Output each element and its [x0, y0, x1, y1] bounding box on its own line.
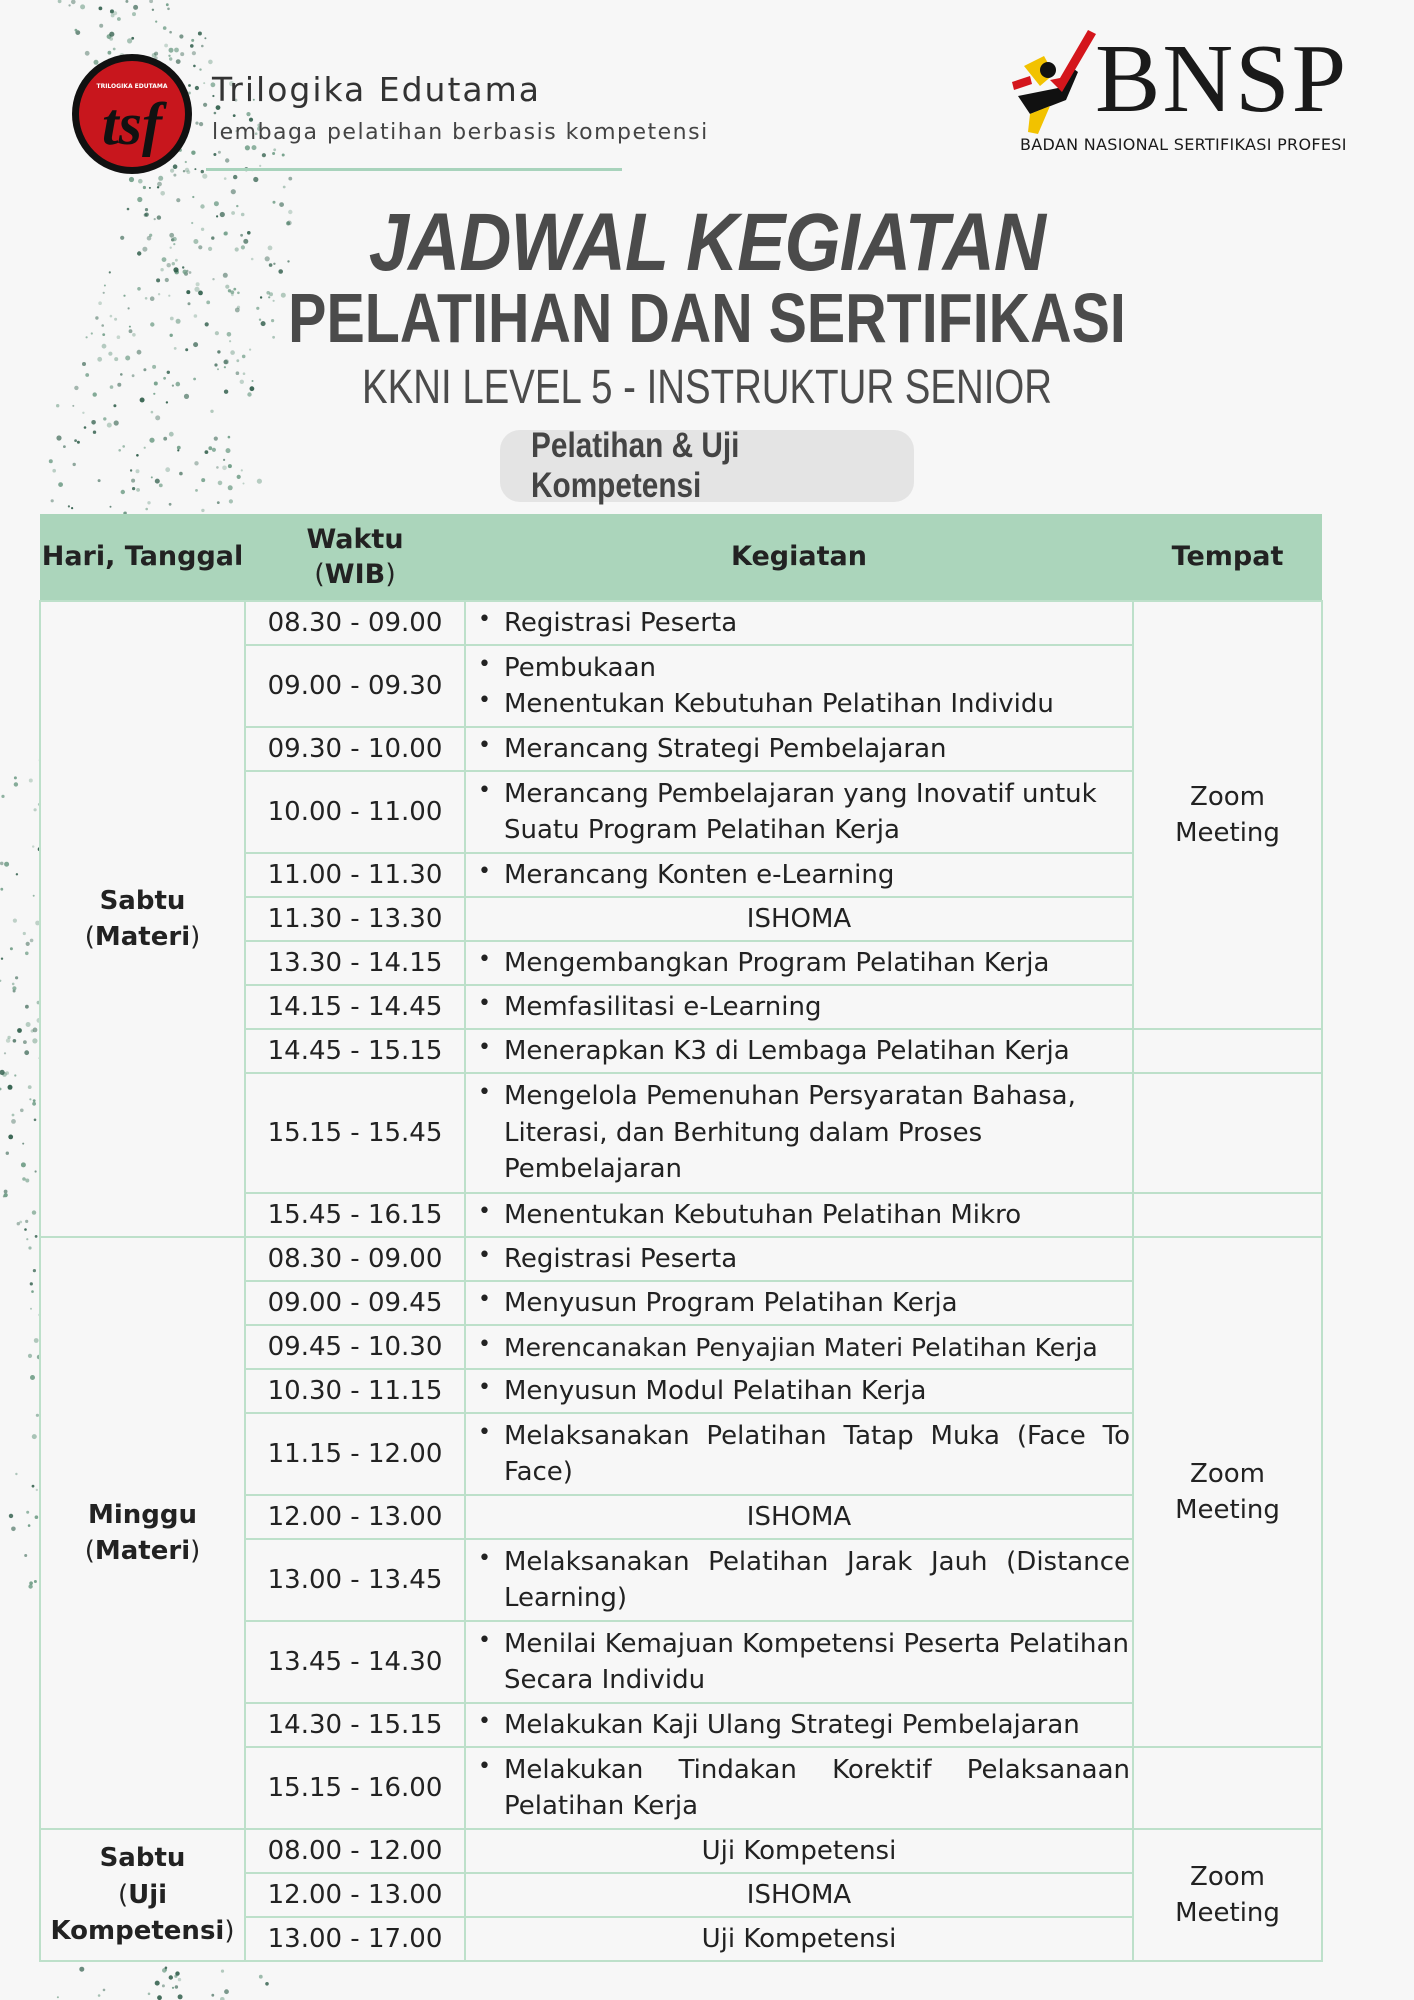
activity-item: • Menentukan Kebutuhan Pelatihan Individu [476, 686, 1130, 722]
activity-item: • Melakukan Tindakan Korektif Pelaksanaan Pelatihan Kerja [476, 1752, 1130, 1825]
time-cell: 14.45 - 15.15 [245, 1029, 465, 1073]
activity-cell [465, 1539, 1133, 1621]
svg-text:TRILOGIKA EDUTAMA: TRILOGIKA EDUTAMA [96, 83, 168, 90]
time-cell: 11.15 - 12.00 [245, 1413, 465, 1495]
org-tagline: lembaga pelatihan berbasis kompetensi [212, 120, 709, 145]
time-cell: 13.45 - 14.30 [245, 1621, 465, 1703]
time-cell: 12.00 - 13.00 [245, 1495, 465, 1539]
exam-cell: Uji Kompetensi [465, 1829, 1133, 1873]
activity-item: • Melaksanakan Pelatihan Jarak Jauh (Distance Learning) [476, 1544, 1130, 1617]
time-cell: 11.00 - 11.30 [245, 853, 465, 897]
trilogika-edutama-logo [70, 52, 194, 176]
activity-cell [465, 601, 1133, 645]
time-cell: 09.00 - 09.30 [245, 645, 465, 727]
day-cell: Sabtu (Materi) [40, 601, 245, 1237]
place-empty-cell [1133, 1073, 1322, 1193]
org-name: Trilogika Edutama [212, 70, 542, 109]
activity-cell [465, 1237, 1133, 1281]
page-title: JADWAL KEGIATAN [368, 197, 1046, 288]
time-cell: 15.15 - 15.45 [245, 1073, 465, 1193]
place-empty-cell [1133, 1029, 1322, 1073]
activity-item: • Memfasilitasi e-Learning [476, 989, 1130, 1025]
svg-text:tsf: tsf [102, 91, 162, 157]
time-cell: 15.45 - 16.15 [245, 1193, 465, 1237]
time-cell: 09.00 - 09.45 [245, 1281, 465, 1325]
header-day: Hari, Tanggal [40, 514, 245, 601]
time-cell: 13.00 - 13.45 [245, 1539, 465, 1621]
activity-item: • Menyusun Modul Pelatihan Kerja [476, 1373, 1130, 1409]
exam-cell: Uji Kompetensi [465, 1917, 1133, 1961]
activity-item: • Melakukan Kaji Ulang Strategi Pembelajaran [476, 1707, 1130, 1743]
place-empty-cell [1133, 1193, 1322, 1237]
activity-item: • Melaksanakan Pelatihan Tatap Muka (Face To Face) [476, 1418, 1130, 1491]
time-cell: 13.30 - 14.15 [245, 941, 465, 985]
header-activity: Kegiatan [465, 514, 1133, 601]
time-cell: 10.00 - 11.00 [245, 771, 465, 853]
time-cell: 09.30 - 10.00 [245, 727, 465, 771]
activity-item: • Mengelola Pemenuhan Persyaratan Bahasa, Literasi, dan Berhitung dalam Proses Pembelajaran [476, 1078, 1130, 1187]
break-cell: ISHOMA [465, 1873, 1133, 1917]
schedule-type-badge: Pelatihan & Uji Kompetensi [500, 430, 914, 502]
place-cell: Zoom Meeting [1133, 1237, 1322, 1747]
time-cell: 13.00 - 17.00 [245, 1917, 465, 1961]
header-place: Tempat [1133, 514, 1322, 601]
page-subtitle: PELATIHAN DAN SERTIFIKASI [288, 279, 1126, 357]
activity-cell [465, 645, 1133, 727]
header-time: Waktu (WIB) [245, 514, 465, 601]
activity-cell [465, 1029, 1133, 1073]
activity-item: • Mengembangkan Program Pelatihan Kerja [476, 945, 1130, 981]
activity-item: • Menyusun Program Pelatihan Kerja [476, 1285, 1130, 1321]
day-cell: Sabtu (Uji Kompetensi) [40, 1829, 245, 1961]
table-header-row [40, 514, 1322, 601]
activity-cell [465, 1073, 1133, 1193]
activity-cell [465, 727, 1133, 771]
place-empty-cell [1133, 1747, 1322, 1829]
time-cell: 12.00 - 13.00 [245, 1873, 465, 1917]
activity-item: • Merencanakan Penyajian Materi Pelatihan Kerja [476, 1330, 1130, 1365]
time-cell: 09.45 - 10.30 [245, 1325, 465, 1369]
activity-item: • Registrasi Peserta [476, 605, 1130, 641]
bnsp-emblem-icon [1010, 26, 1100, 138]
program-level: KKNI LEVEL 5 - INSTRUKTUR SENIOR [362, 361, 1052, 414]
time-cell: 10.30 - 11.15 [245, 1369, 465, 1413]
activity-cell [465, 853, 1133, 897]
activity-cell [465, 985, 1133, 1029]
time-cell: 15.15 - 16.00 [245, 1747, 465, 1829]
bnsp-fullname: BADAN NASIONAL SERTIFIKASI PROFESI [1020, 135, 1347, 154]
table-row [40, 1829, 1322, 1873]
brand-divider [206, 168, 622, 171]
activity-item: • Merancang Konten e-Learning [476, 857, 1130, 893]
table-row [40, 601, 1322, 645]
break-cell: ISHOMA [465, 897, 1133, 941]
time-cell: 14.30 - 15.15 [245, 1703, 465, 1747]
activity-cell [465, 1703, 1133, 1747]
activity-item: • Merancang Strategi Pembelajaran [476, 731, 1130, 767]
activity-cell [465, 1369, 1133, 1413]
activity-item: • Menentukan Kebutuhan Pelatihan Mikro [476, 1197, 1130, 1233]
activity-cell [465, 1621, 1133, 1703]
activity-item: • Menerapkan K3 di Lembaga Pelatihan Kerja [476, 1033, 1130, 1069]
place-cell: Zoom Meeting [1133, 1829, 1322, 1961]
activity-cell [465, 941, 1133, 985]
time-cell: 08.00 - 12.00 [245, 1829, 465, 1873]
activity-item: • Menilai Kemajuan Kompetensi Peserta Pelatihan Secara Individu [476, 1626, 1130, 1699]
activity-cell [465, 1193, 1133, 1237]
time-cell: 11.30 - 13.30 [245, 897, 465, 941]
time-cell: 08.30 - 09.00 [245, 601, 465, 645]
activity-item: • Merancang Pembelajaran yang Inovatif untuk Suatu Program Pelatihan Kerja [476, 776, 1130, 849]
bnsp-wordmark: BNSP [1095, 25, 1349, 133]
time-cell: 14.15 - 14.45 [245, 985, 465, 1029]
activity-item: • Registrasi Peserta [476, 1241, 1130, 1277]
table-row [40, 1237, 1322, 1281]
break-cell: ISHOMA [465, 1495, 1133, 1539]
activity-item: • Pembukaan [476, 650, 1130, 686]
place-cell: Zoom Meeting [1133, 601, 1322, 1029]
schedule-table [39, 514, 1323, 1962]
activity-cell [465, 1281, 1133, 1325]
day-cell: Minggu (Materi) [40, 1237, 245, 1829]
activity-cell [465, 1325, 1133, 1369]
activity-cell [465, 1747, 1133, 1829]
activity-cell [465, 771, 1133, 853]
time-cell: 08.30 - 09.00 [245, 1237, 465, 1281]
activity-cell [465, 1413, 1133, 1495]
